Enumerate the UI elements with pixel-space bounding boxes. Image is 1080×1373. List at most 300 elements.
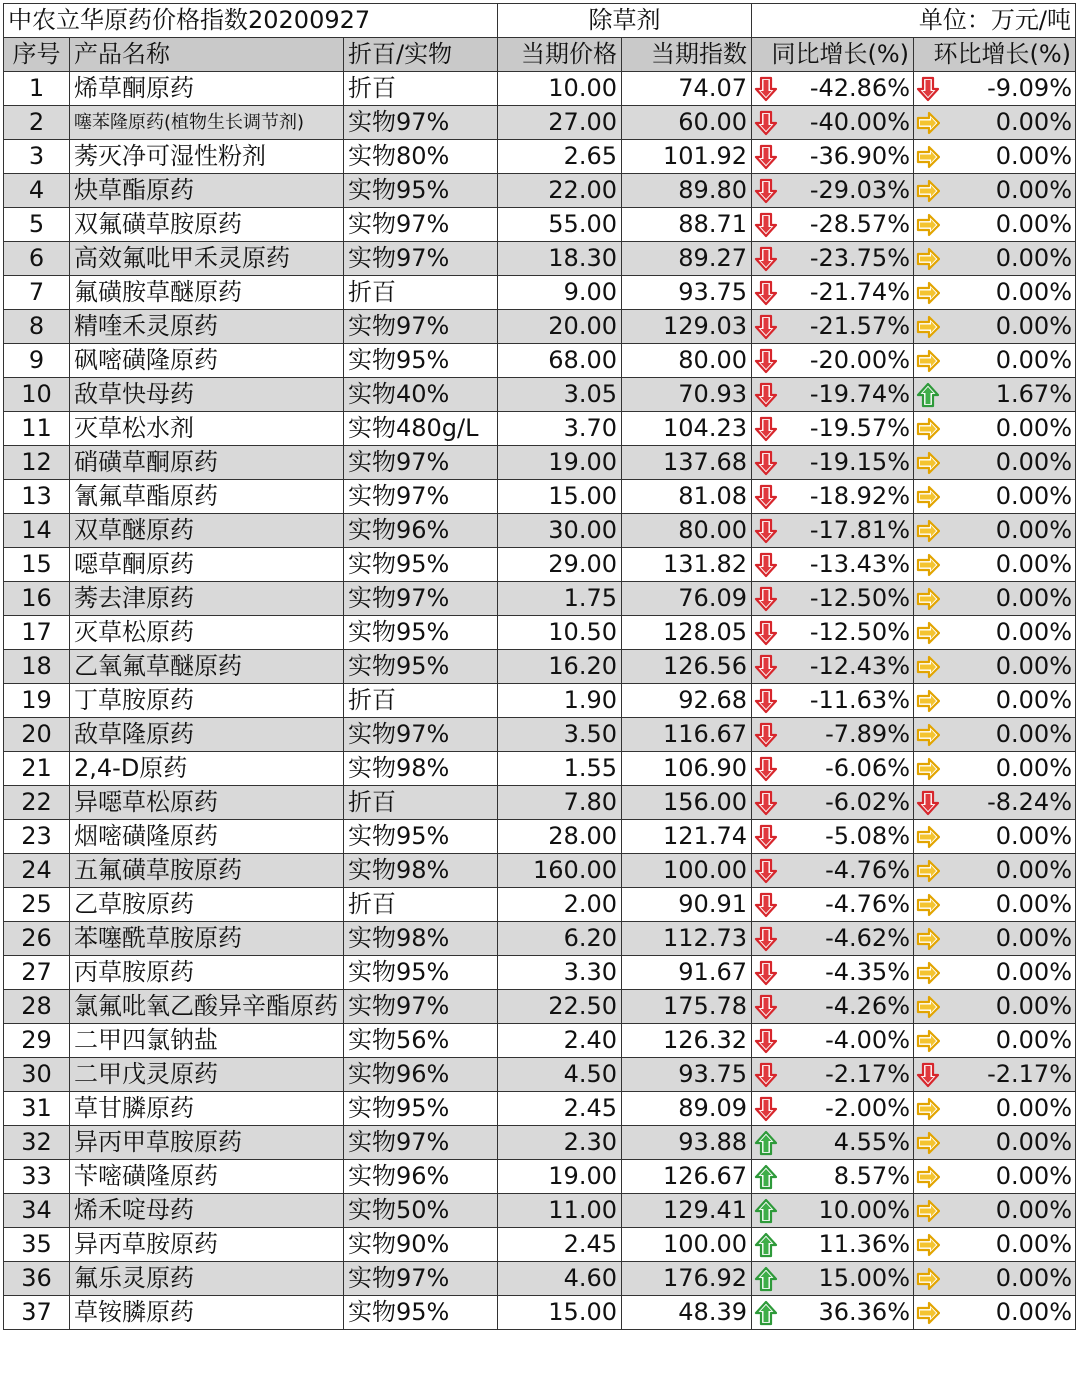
arrow-right-icon	[916, 858, 940, 884]
current-price: 19.00	[498, 446, 622, 480]
yoy-cell	[752, 752, 914, 786]
yoy-cell	[752, 1296, 914, 1330]
yoy-cell	[752, 208, 914, 242]
mom-cell	[914, 242, 1076, 276]
arrow-right-icon	[916, 518, 940, 544]
arrow-right-icon	[916, 280, 940, 306]
arrow-down-icon	[754, 790, 778, 816]
table-row	[4, 786, 1076, 820]
table-row	[4, 1092, 1076, 1126]
product-spec: 实物97%	[344, 310, 498, 344]
mom-value: 0.00%	[995, 1128, 1072, 1156]
mom-value: 0.00%	[995, 1026, 1072, 1054]
current-price: 160.00	[498, 854, 622, 888]
mom-value: 0.00%	[995, 244, 1072, 272]
mom-cell	[914, 854, 1076, 888]
row-number: 37	[4, 1296, 70, 1330]
arrow-right-icon	[916, 892, 940, 918]
yoy-cell	[752, 1262, 914, 1296]
product-spec: 实物97%	[344, 446, 498, 480]
yoy-value: -5.08%	[825, 822, 910, 850]
mom-value: -9.09%	[987, 74, 1072, 102]
current-price: 3.05	[498, 378, 622, 412]
current-price: 1.55	[498, 752, 622, 786]
product-spec: 实物97%	[344, 480, 498, 514]
mom-value: -2.17%	[987, 1060, 1072, 1088]
yoy-value: -12.50%	[809, 618, 910, 646]
yoy-value: -42.86%	[809, 74, 910, 102]
product-name: 敌草快母药	[70, 378, 344, 412]
arrow-up-icon	[754, 1232, 778, 1258]
product-name: 异丙甲草胺原药	[70, 1126, 344, 1160]
current-index: 90.91	[622, 888, 752, 922]
yoy-cell	[752, 956, 914, 990]
header-row	[4, 38, 1076, 72]
arrow-down-icon	[754, 280, 778, 306]
mom-value: 0.00%	[995, 278, 1072, 306]
row-number: 23	[4, 820, 70, 854]
yoy-cell	[752, 1160, 914, 1194]
mom-value: 0.00%	[995, 414, 1072, 442]
yoy-cell	[752, 242, 914, 276]
current-index: 74.07	[622, 72, 752, 106]
current-index: 80.00	[622, 344, 752, 378]
product-spec: 折百	[344, 786, 498, 820]
arrow-down-icon	[754, 722, 778, 748]
arrow-right-icon	[916, 722, 940, 748]
mom-cell	[914, 1228, 1076, 1262]
current-index: 89.27	[622, 242, 752, 276]
yoy-value: -19.74%	[809, 380, 910, 408]
current-index: 76.09	[622, 582, 752, 616]
table-row	[4, 548, 1076, 582]
mom-cell	[914, 412, 1076, 446]
product-name: 草铵膦原药	[70, 1296, 344, 1330]
current-index: 106.90	[622, 752, 752, 786]
arrow-down-icon	[754, 246, 778, 272]
mom-cell	[914, 72, 1076, 106]
mom-value: 0.00%	[995, 1264, 1072, 1292]
table-row	[4, 310, 1076, 344]
arrow-up-icon	[754, 1300, 778, 1326]
arrow-down-icon	[916, 76, 940, 102]
current-index: 89.80	[622, 174, 752, 208]
current-index: 116.67	[622, 718, 752, 752]
mom-value: 0.00%	[995, 856, 1072, 884]
mom-value: 0.00%	[995, 1094, 1072, 1122]
current-index: 100.00	[622, 854, 752, 888]
current-index: 89.09	[622, 1092, 752, 1126]
product-spec: 实物95%	[344, 1296, 498, 1330]
row-number: 10	[4, 378, 70, 412]
table-row	[4, 820, 1076, 854]
product-name: 烯草酮原药	[70, 72, 344, 106]
arrow-up-icon	[754, 1266, 778, 1292]
current-index: 93.75	[622, 276, 752, 310]
mom-cell	[914, 1262, 1076, 1296]
product-spec: 折百	[344, 888, 498, 922]
row-number: 33	[4, 1160, 70, 1194]
current-price: 2.45	[498, 1228, 622, 1262]
table-row	[4, 344, 1076, 378]
current-price: 27.00	[498, 106, 622, 140]
product-spec: 实物95%	[344, 616, 498, 650]
arrow-right-icon	[916, 212, 940, 238]
yoy-value: -4.35%	[825, 958, 910, 986]
product-spec: 实物95%	[344, 650, 498, 684]
yoy-cell	[752, 684, 914, 718]
yoy-cell	[752, 548, 914, 582]
yoy-value: 10.00%	[818, 1196, 910, 1224]
yoy-value: -7.89%	[825, 720, 910, 748]
current-index: 104.23	[622, 412, 752, 446]
mom-cell	[914, 446, 1076, 480]
mom-cell	[914, 140, 1076, 174]
mom-cell	[914, 378, 1076, 412]
current-price: 7.80	[498, 786, 622, 820]
yoy-cell	[752, 1194, 914, 1228]
yoy-cell	[752, 140, 914, 174]
row-number: 8	[4, 310, 70, 344]
row-number: 20	[4, 718, 70, 752]
yoy-value: 36.36%	[818, 1298, 910, 1326]
arrow-right-icon	[916, 552, 940, 578]
row-number: 15	[4, 548, 70, 582]
yoy-cell	[752, 276, 914, 310]
arrow-right-icon	[916, 1130, 940, 1156]
arrow-right-icon	[916, 144, 940, 170]
product-spec: 实物95%	[344, 548, 498, 582]
current-index: 126.56	[622, 650, 752, 684]
mom-value: 0.00%	[995, 992, 1072, 1020]
product-name: 硝磺草酮原药	[70, 446, 344, 480]
arrow-down-icon	[754, 586, 778, 612]
arrow-right-icon	[916, 1198, 940, 1224]
product-name: 氯氟吡氧乙酸异辛酯原药	[70, 990, 344, 1024]
arrow-down-icon	[754, 314, 778, 340]
product-spec: 实物98%	[344, 752, 498, 786]
column-header-index: 当期指数	[622, 38, 752, 72]
product-name: 草甘膦原药	[70, 1092, 344, 1126]
current-index: 60.00	[622, 106, 752, 140]
table-row	[4, 922, 1076, 956]
yoy-value: -2.00%	[825, 1094, 910, 1122]
product-spec: 折百	[344, 684, 498, 718]
mom-value: 0.00%	[995, 142, 1072, 170]
current-price: 30.00	[498, 514, 622, 548]
arrow-up-icon	[754, 1164, 778, 1190]
arrow-down-icon	[754, 688, 778, 714]
current-index: 88.71	[622, 208, 752, 242]
mom-cell	[914, 752, 1076, 786]
arrow-right-icon	[916, 314, 940, 340]
yoy-value: 8.57%	[833, 1162, 910, 1190]
yoy-value: -12.50%	[809, 584, 910, 612]
yoy-cell	[752, 786, 914, 820]
arrow-up-icon	[754, 1130, 778, 1156]
yoy-value: 15.00%	[818, 1264, 910, 1292]
row-number: 22	[4, 786, 70, 820]
product-spec: 实物56%	[344, 1024, 498, 1058]
table-row	[4, 208, 1076, 242]
mom-cell	[914, 990, 1076, 1024]
row-number: 2	[4, 106, 70, 140]
row-number: 7	[4, 276, 70, 310]
current-price: 2.30	[498, 1126, 622, 1160]
product-name: 敌草隆原药	[70, 718, 344, 752]
arrow-right-icon	[916, 756, 940, 782]
table-row	[4, 1228, 1076, 1262]
table-row	[4, 514, 1076, 548]
mom-cell	[914, 106, 1076, 140]
yoy-value: -4.26%	[825, 992, 910, 1020]
row-number: 27	[4, 956, 70, 990]
mom-value: -8.24%	[987, 788, 1072, 816]
product-name: 丁草胺原药	[70, 684, 344, 718]
row-number: 17	[4, 616, 70, 650]
table-row	[4, 446, 1076, 480]
mom-cell	[914, 956, 1076, 990]
table-row	[4, 718, 1076, 752]
current-price: 22.00	[498, 174, 622, 208]
row-number: 4	[4, 174, 70, 208]
arrow-right-icon	[916, 994, 940, 1020]
arrow-down-icon	[754, 994, 778, 1020]
yoy-cell	[752, 854, 914, 888]
yoy-cell	[752, 1092, 914, 1126]
mom-cell	[914, 548, 1076, 582]
mom-value: 0.00%	[995, 958, 1072, 986]
row-number: 31	[4, 1092, 70, 1126]
arrow-down-icon	[754, 518, 778, 544]
mom-cell	[914, 310, 1076, 344]
table-row	[4, 1126, 1076, 1160]
product-spec: 实物95%	[344, 174, 498, 208]
table-row	[4, 616, 1076, 650]
row-number: 11	[4, 412, 70, 446]
current-price: 1.90	[498, 684, 622, 718]
yoy-value: 4.55%	[833, 1128, 910, 1156]
yoy-value: -4.76%	[825, 890, 910, 918]
current-index: 128.05	[622, 616, 752, 650]
yoy-value: -4.62%	[825, 924, 910, 952]
title-row	[4, 4, 1076, 38]
arrow-down-icon	[754, 348, 778, 374]
arrow-right-icon	[916, 110, 940, 136]
yoy-value: -20.00%	[809, 346, 910, 374]
current-price: 20.00	[498, 310, 622, 344]
row-number: 13	[4, 480, 70, 514]
product-name: 烟嘧磺隆原药	[70, 820, 344, 854]
yoy-value: -18.92%	[809, 482, 910, 510]
yoy-value: -17.81%	[809, 516, 910, 544]
table-row	[4, 1160, 1076, 1194]
product-name: 双草醚原药	[70, 514, 344, 548]
arrow-down-icon	[754, 110, 778, 136]
mom-cell	[914, 718, 1076, 752]
arrow-down-icon	[754, 1028, 778, 1054]
arrow-right-icon	[916, 1164, 940, 1190]
sheet-title: 中农立华原药价格指数20200927	[4, 4, 498, 38]
yoy-value: -19.15%	[809, 448, 910, 476]
yoy-cell	[752, 378, 914, 412]
arrow-right-icon	[916, 654, 940, 680]
arrow-right-icon	[916, 1232, 940, 1258]
row-number: 34	[4, 1194, 70, 1228]
product-name: 苄嘧磺隆原药	[70, 1160, 344, 1194]
mom-cell	[914, 514, 1076, 548]
mom-value: 0.00%	[995, 448, 1072, 476]
product-name: 2,4-D原药	[70, 752, 344, 786]
product-spec: 实物96%	[344, 514, 498, 548]
mom-value: 0.00%	[995, 924, 1072, 952]
mom-cell	[914, 208, 1076, 242]
current-price: 10.50	[498, 616, 622, 650]
table-row	[4, 752, 1076, 786]
mom-value: 0.00%	[995, 754, 1072, 782]
table-row	[4, 72, 1076, 106]
product-spec: 实物95%	[344, 820, 498, 854]
row-number: 6	[4, 242, 70, 276]
arrow-down-icon	[754, 1062, 778, 1088]
current-index: 175.78	[622, 990, 752, 1024]
current-price: 2.45	[498, 1092, 622, 1126]
mom-cell	[914, 1092, 1076, 1126]
arrow-right-icon	[916, 484, 940, 510]
product-spec: 实物97%	[344, 242, 498, 276]
arrow-down-icon	[916, 790, 940, 816]
arrow-right-icon	[916, 246, 940, 272]
current-price: 11.00	[498, 1194, 622, 1228]
yoy-cell	[752, 582, 914, 616]
mom-value: 0.00%	[995, 108, 1072, 136]
current-index: 93.75	[622, 1058, 752, 1092]
arrow-up-icon	[916, 382, 940, 408]
current-index: 93.88	[622, 1126, 752, 1160]
mom-value: 0.00%	[995, 652, 1072, 680]
yoy-cell	[752, 106, 914, 140]
product-spec: 实物50%	[344, 1194, 498, 1228]
product-name: 二甲四氯钠盐	[70, 1024, 344, 1058]
mom-value: 0.00%	[995, 176, 1072, 204]
table-row	[4, 242, 1076, 276]
mom-value: 0.00%	[995, 550, 1072, 578]
current-index: 131.82	[622, 548, 752, 582]
mom-cell	[914, 820, 1076, 854]
mom-value: 0.00%	[995, 618, 1072, 646]
column-header-no: 序号	[4, 38, 70, 72]
mom-cell	[914, 582, 1076, 616]
table-row	[4, 140, 1076, 174]
mom-cell	[914, 1194, 1076, 1228]
arrow-down-icon	[754, 212, 778, 238]
product-name: 炔草酯原药	[70, 174, 344, 208]
column-header-mom: 环比增长(%)	[914, 38, 1076, 72]
current-price: 55.00	[498, 208, 622, 242]
current-index: 121.74	[622, 820, 752, 854]
current-index: 91.67	[622, 956, 752, 990]
price-index-sheet	[3, 3, 1075, 1330]
arrow-down-icon	[754, 756, 778, 782]
current-index: 81.08	[622, 480, 752, 514]
product-name: 异噁草松原药	[70, 786, 344, 820]
yoy-cell	[752, 1024, 914, 1058]
current-price: 18.30	[498, 242, 622, 276]
table-row	[4, 378, 1076, 412]
column-header-price: 当期价格	[498, 38, 622, 72]
mom-value: 1.67%	[995, 380, 1072, 408]
table-row	[4, 1262, 1076, 1296]
product-spec: 实物96%	[344, 1160, 498, 1194]
table-row	[4, 106, 1076, 140]
arrow-right-icon	[916, 1028, 940, 1054]
yoy-value: 11.36%	[818, 1230, 910, 1258]
mom-cell	[914, 616, 1076, 650]
product-name: 乙氧氟草醚原药	[70, 650, 344, 684]
mom-value: 0.00%	[995, 890, 1072, 918]
table-row	[4, 276, 1076, 310]
current-price: 2.65	[498, 140, 622, 174]
product-spec: 实物95%	[344, 956, 498, 990]
current-index: 176.92	[622, 1262, 752, 1296]
current-price: 1.75	[498, 582, 622, 616]
product-name: 氰氟草酯原药	[70, 480, 344, 514]
row-number: 25	[4, 888, 70, 922]
row-number: 3	[4, 140, 70, 174]
mom-cell	[914, 1296, 1076, 1330]
table-row	[4, 684, 1076, 718]
product-spec: 实物98%	[344, 854, 498, 888]
arrow-down-icon	[754, 416, 778, 442]
arrow-down-icon	[754, 450, 778, 476]
mom-value: 0.00%	[995, 1162, 1072, 1190]
product-name: 灭草松水剂	[70, 412, 344, 446]
arrow-right-icon	[916, 688, 940, 714]
product-spec: 实物90%	[344, 1228, 498, 1262]
arrow-down-icon	[754, 824, 778, 850]
table-row	[4, 650, 1076, 684]
current-price: 28.00	[498, 820, 622, 854]
yoy-value: -28.57%	[809, 210, 910, 238]
product-name: 氟磺胺草醚原药	[70, 276, 344, 310]
arrow-down-icon	[754, 76, 778, 102]
mom-value: 0.00%	[995, 1298, 1072, 1326]
arrow-right-icon	[916, 416, 940, 442]
arrow-up-icon	[754, 1198, 778, 1224]
column-header-name: 产品名称	[70, 38, 344, 72]
yoy-value: -36.90%	[809, 142, 910, 170]
yoy-value: -4.00%	[825, 1026, 910, 1054]
current-price: 9.00	[498, 276, 622, 310]
yoy-value: -6.02%	[825, 788, 910, 816]
mom-value: 0.00%	[995, 720, 1072, 748]
yoy-cell	[752, 820, 914, 854]
row-number: 18	[4, 650, 70, 684]
yoy-value: -40.00%	[809, 108, 910, 136]
mom-value: 0.00%	[995, 686, 1072, 714]
yoy-value: -4.76%	[825, 856, 910, 884]
arrow-down-icon	[754, 144, 778, 170]
row-number: 12	[4, 446, 70, 480]
current-index: 126.67	[622, 1160, 752, 1194]
yoy-cell	[752, 650, 914, 684]
yoy-cell	[752, 412, 914, 446]
mom-cell	[914, 922, 1076, 956]
yoy-cell	[752, 310, 914, 344]
product-spec: 实物97%	[344, 990, 498, 1024]
mom-value: 0.00%	[995, 482, 1072, 510]
row-number: 1	[4, 72, 70, 106]
